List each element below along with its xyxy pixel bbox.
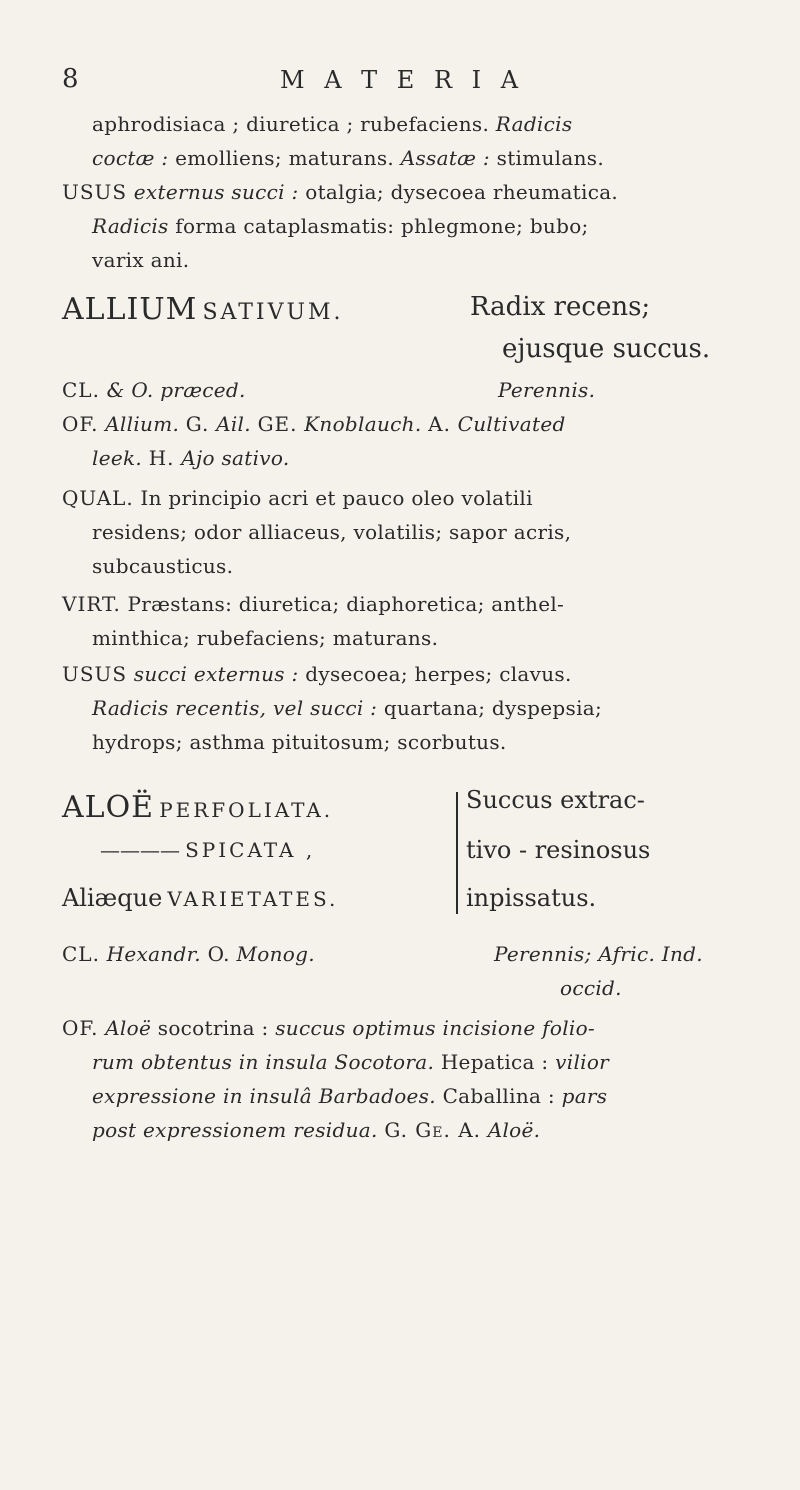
text: coctæ :: [92, 146, 169, 170]
of-label: OF.: [62, 412, 99, 436]
text: externus succi :: [133, 180, 299, 204]
prev-line-1: [92, 112, 572, 136]
allium-virt-1: [62, 592, 564, 616]
cl-label: CL.: [62, 942, 100, 966]
text: succus optimus incisione folio-: [275, 1016, 595, 1040]
text: vilior: [555, 1050, 610, 1074]
aloe-duration: [494, 942, 703, 966]
allium-qual-1: [62, 486, 533, 510]
ditto-dash: ————: [100, 838, 180, 862]
aloe-alia: Aliæque: [62, 884, 163, 912]
allium-of-2: [92, 446, 290, 470]
text: Aloë: [105, 1016, 152, 1040]
running-title: M A T E R I A: [280, 66, 525, 94]
allium-of-1: [62, 412, 566, 436]
text: emolliens; maturans.: [175, 146, 395, 170]
allium-part-1: Radix recens;: [470, 292, 651, 322]
prev-line-5: varix ani.: [92, 248, 190, 272]
aloe-cl: [62, 942, 315, 966]
aloe-species-1: PERFOLIATA.: [159, 798, 334, 822]
prev-line-4: [92, 214, 589, 238]
text: Monog.: [236, 942, 315, 966]
text: Præstans: diuretica; diaphoretica; anthel-: [127, 592, 565, 616]
allium-part-2: ejusque succus.: [502, 334, 711, 364]
text: Hexandr.: [106, 942, 201, 966]
text: Perennis;: [494, 942, 592, 966]
text: forma cataplasmatis: phlegmone; bubo;: [175, 214, 589, 238]
aloe-of-4: [92, 1118, 540, 1142]
virt-label: VIRT.: [62, 592, 121, 616]
text: rum obtentus in insula Socotora.: [92, 1050, 435, 1074]
allium-qual-2: residens; odor alliaceus, volatilis; sapor acris,: [92, 520, 572, 544]
text: succi externus :: [133, 662, 299, 686]
text: aphrodisiaca ; diuretica ; rubefaciens.: [92, 112, 490, 136]
text: Aloë.: [487, 1118, 541, 1142]
text: GE.: [257, 412, 298, 436]
allium-cl: [62, 378, 246, 402]
allium-usus-2: [92, 696, 602, 720]
allium-usus-3: hydrops; asthma pituitosum; scorbutus.: [92, 730, 507, 754]
aloe-part-2: tivo - resinosus: [466, 836, 651, 864]
text: Ajo sativo.: [181, 446, 290, 470]
allium-virt-2: minthica; rubefaciens; maturans.: [92, 626, 439, 650]
text: Cultivated: [457, 412, 566, 436]
text: expressione in insulâ Barbadoes.: [92, 1084, 436, 1108]
text: Assatæ :: [400, 146, 490, 170]
text: quartana; dyspepsia;: [383, 696, 603, 720]
aloe-heading-3: [62, 884, 338, 912]
text: Radicis: [495, 112, 573, 136]
text: Hepatica :: [440, 1050, 549, 1074]
allium-heading: [62, 292, 344, 327]
allium-usus-1: [62, 662, 572, 686]
allium-species: SATIVUM.: [202, 300, 344, 325]
allium-qual-3: subcausticus.: [92, 554, 234, 578]
prev-line-2: [92, 146, 604, 170]
text: Radicis recentis, vel succi :: [92, 696, 378, 720]
text: stimulans.: [496, 146, 605, 170]
text: Ail.: [216, 412, 251, 436]
aloe-part-1: Succus extrac-: [466, 786, 645, 814]
text: leek.: [92, 446, 143, 470]
page-number: 8: [62, 64, 79, 94]
text: A.: [428, 412, 451, 436]
text: & O. præced.: [106, 378, 246, 402]
text: otalgia; dysecoea rheumatica.: [305, 180, 619, 204]
of-label: OF.: [62, 1016, 99, 1040]
aloe-varietates: VARIETATES.: [167, 887, 339, 911]
text: H.: [148, 446, 175, 470]
text: O.: [207, 942, 230, 966]
cl-label: CL.: [62, 378, 100, 402]
text: Caballina :: [442, 1084, 555, 1108]
allium-duration: Perennis.: [498, 378, 596, 402]
usus-label: USUS: [62, 180, 128, 204]
text: G.: [185, 412, 210, 436]
text: Allium.: [105, 412, 180, 436]
text: socotrina :: [157, 1016, 269, 1040]
aloe-region: occid.: [560, 976, 622, 1000]
aloe-part-3: inpissatus.: [466, 884, 597, 912]
aloe-of-1: [62, 1016, 595, 1040]
aloe-species-2: SPICATA ,: [185, 838, 316, 862]
brace: [456, 792, 458, 914]
usus-label: USUS: [62, 662, 128, 686]
qual-label: QUAL.: [62, 486, 134, 510]
text: pars: [561, 1084, 608, 1108]
aloe-of-2: [92, 1050, 609, 1074]
text: Knoblauch.: [304, 412, 422, 436]
text: Radicis: [92, 214, 169, 238]
aloe-of-3: [92, 1084, 607, 1108]
prev-line-3: [62, 180, 618, 204]
aloe-heading-1: [62, 790, 333, 825]
allium-title: ALLIUM: [62, 292, 198, 327]
text: G. Ge. A.: [384, 1118, 482, 1142]
text: In principio acri et pauco oleo volatili: [140, 486, 533, 510]
text: dysecoea; herpes; clavus.: [305, 662, 572, 686]
text: Afric. Ind.: [598, 942, 703, 966]
aloe-heading-2: [100, 838, 315, 862]
aloe-title: ALOË: [62, 790, 155, 825]
text: post expressionem residua.: [92, 1118, 378, 1142]
